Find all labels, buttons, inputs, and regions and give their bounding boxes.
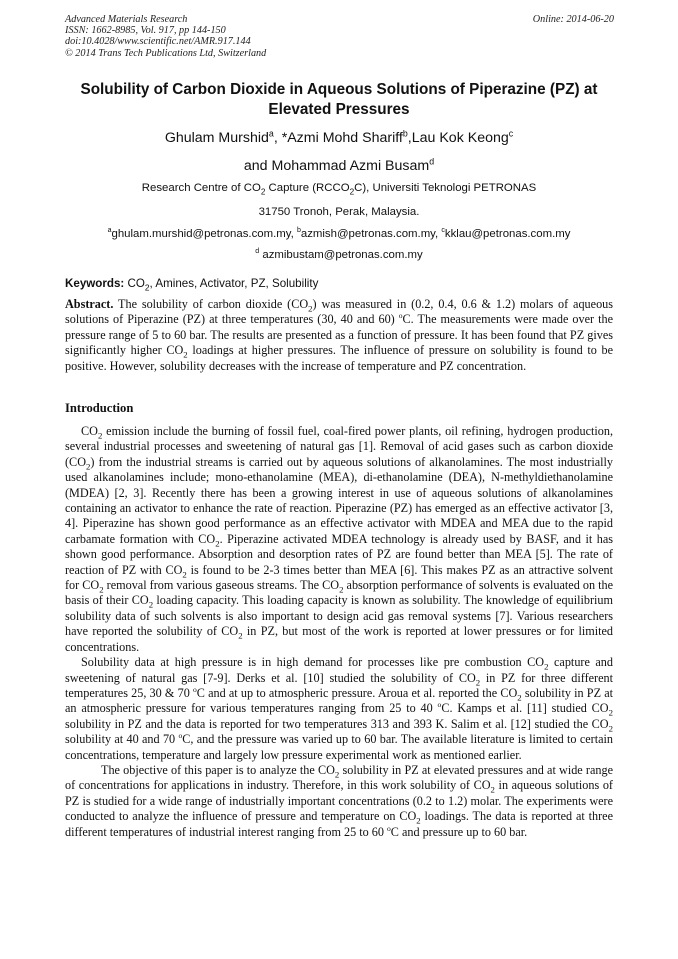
email-link[interactable]: azmibustam@petronas.com.my <box>259 249 423 261</box>
abstract-label: Abstract. <box>65 297 114 311</box>
journal-header <box>65 14 266 59</box>
paragraph: Solubility data at high pressure is in high demand for processes like pre combustion $CO_2$ capture and sweetening of natural gas [7-9]. Derks et al. [10] studied the solubility of $CO_2$ in PZ for three different temperatures 25, 30 & 70 $^o$C and at up to atmospheric pressure. Aroua et al. reported the $CO_2$ solubility in PZ at an atmospheric pressure for various temperatures ranging from 25 to 40 $^o$C. Kamps et al. [11] studied $CO_2$ solubility in PZ and the data is reported for two temperatures 313 and 393 K. Salim et al. [12] studied the $CO_2$ solubility at 40 and 70 $^o$C, and the pressure was varied up to 60 bar. The available literature is limited to certain concentrations, temperature and largely low pressure experimental work as mentioned earlier. <box>65 655 613 762</box>
email-line: $^a$ghulam.murshid@petronas.com.my, $^b$azmish@petronas.com.my, $^c$kklau@petronas.com.my <box>107 227 571 240</box>
doi-line: doi:10.4028/www.scientific.net/AMR.917.144 <box>65 36 251 48</box>
copyright-line: © 2014 Trans Tech Publications Ltd, Switzerland <box>65 47 267 59</box>
issn-line: ISSN: 1662-8985, Vol. 917, pp 144-150 <box>65 25 226 37</box>
affiliation-line-2: 31750 Tronoh, Perak, Malaysia. <box>258 206 420 218</box>
abstract <box>65 297 613 374</box>
author-name: Azmi Mohd Shariff <box>287 130 403 146</box>
email-link[interactable]: azmish@petronas.com.my, <box>300 228 442 240</box>
online-date: Online: 2014-06-20 <box>532 14 614 25</box>
section-heading: Introduction <box>65 401 134 415</box>
author-line-1: Ghulam Murshid$^a$, *Azmi Mohd Shariff$^b$,Lau Kok Keong$^c$ <box>164 128 514 146</box>
author-name: Lau Kok Keong <box>411 130 509 146</box>
author-name: Ghulam Murshid <box>164 130 269 146</box>
introduction-body <box>65 424 613 840</box>
paper-title: Solubility of Carbon Dioxide in Aqueous Solutions of Piperazine (PZ) at Elevated Pressures <box>80 81 598 118</box>
keywords-label: Keywords: <box>65 277 125 290</box>
author-line-2: and Mohammad Azmi Busam$^d$ <box>243 156 435 174</box>
paragraph: $CO_2$ emission include the burning of fossil fuel, coal-fired power plants, oil refining, hydrogen production, several industrial processes and sweetening of natural gas [1]. Removal of acid gases such as carbon dioxide $(CO_2)$ from the industrial streams is carried out by aqueous solutions of alkanolamines. The most industrially used alkanolamines include; mono-ethanolamine (MEA), di-ethanolamine (DEA), N-methyldiethanolamine (MDEA) [2, 3]. Recently there has been a growing interest in use of aqueous solutions of alkanolamines containing an activator to enhance the rate of reaction. Piperazine (PZ) has emerged as an effective activator [3, 4]. Piperazine has shown good performance as an effective activator with MDEA and MEA due to the rapid carbamate formation with $CO_2$. Piperazine activated MDEA technology is already used by BASF, and it has shown good performance. Absorption and desorption rates of PZ are found better than MEA [5]. The rate of reaction of PZ with $CO_2$ is found to be 2-3 times better than MEA [6]. This makes PZ as an attractive solvent for $CO_2$ removal from various gaseous streams. The $CO_2$ absorption performance of solvents is evaluated on the basis of their $CO_2$ loading capacity. This loading capacity is known as solubility. The knowledge of equilibrium solubility data of such solvents is also important to design acid gas removal systems [7]. Various researchers have reported the solubility of $CO_2$ in PZ, but most of the work is reported at lower pressures or for limited concentrations. <box>65 424 613 654</box>
journal-name: Advanced Materials Research <box>65 14 188 25</box>
email-link[interactable]: kklau@petronas.com.my <box>444 228 571 240</box>
affiliation-line-1: Research Centre of $CO_2$ Capture $(RCCO_2C)$, Universiti Teknologi PETRONAS <box>141 182 537 197</box>
paragraph: The objective of this paper is to analyze the $CO_2$ solubility in PZ at elevated pressures and at wide range of concentrations for applications in industry. Therefore, in this work solubility of $CO_2$ in aqueous solutions of PZ is studied for a wide range of industrially important concentrations (0.2 to 1.2) molar. The experiments were conducted to analyze the influence of pressure and temperature on $CO_2$ loadings. The data is reported at three different temperatures of industrial interest ranging from 25 to 60 $^o$C and pressure up to 60 bar. <box>65 762 613 839</box>
author-name: Mohammad Azmi Busam <box>271 158 430 174</box>
email-link[interactable]: ghulam.murshid@petronas.com.my, <box>111 228 297 240</box>
abstract-paragraph: Abstract. The solubility of carbon dioxide $(CO_2)$ was measured in (0.2, 0.4, 0.6 & 1.2) molars of aqueous solutions of Piperazine (PZ) at three temperatures (30, 40 and 60) $^o$C. The measurements were made over the pressure range of 5 to 60 bar. The results are presented as a function of pressure. It has been found that PZ gives significantly higher $CO_2$ loadings at higher pressures. The influence of pressure on solubility is found to be positive. However, solubility decreases with the increase of temperature and PZ concentration. <box>65 297 614 373</box>
email-line-2: $^d$ azmibustam@petronas.com.my <box>255 248 423 261</box>
keywords: Keywords: $CO_2$, Amines, Activator, PZ, Solubility <box>65 277 319 293</box>
